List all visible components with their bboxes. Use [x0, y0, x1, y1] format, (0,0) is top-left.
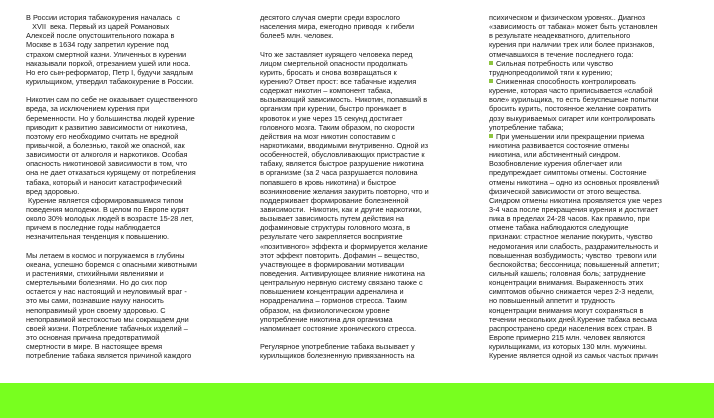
blank-line [260, 40, 492, 49]
text-line: употребление табака; [489, 122, 564, 132]
text-line: организм при курении, быстро проникает в [260, 104, 407, 114]
blank-line [26, 86, 258, 95]
text-line: сильный кашель; головная боль; затруднение [489, 268, 646, 278]
text-line: XVII века. Первый из царей Романовых [26, 22, 170, 32]
text-line: «позитивного» эффекта и формируется желание [260, 241, 428, 251]
blank-line [260, 333, 492, 342]
text-line: это основная причина предотвратимой [26, 332, 160, 342]
text-line: страхом смертной казни. Уличенных в курении [26, 49, 187, 59]
bullet-icon [489, 79, 493, 83]
text-line: воле» курильщика, то есть безуспешные попытки [489, 95, 659, 105]
text-line: распространено среди населения всех стран. В [489, 323, 653, 333]
bullet-icon [489, 61, 493, 65]
text-line: около 30% молодых людей в возрасте 15-28 лет, [26, 214, 194, 224]
text-line: табака, который и наносит катастрофический [26, 177, 182, 187]
text-line: опасность никотиновой зависимости в том, что [26, 159, 188, 169]
text-line: привычкой, а болезнью, такой же опасной, как [26, 140, 185, 150]
text-line: потребление табака является причиной каждого [26, 351, 192, 361]
text-line: симптомов обычно снижается через 2-3 недели, [489, 287, 654, 297]
text-line: причем в последние годы наблюдается [26, 223, 161, 233]
text-line: курильщиками, из которых 130 млн. мужчины. [489, 342, 647, 352]
text-column-2 [260, 13, 492, 360]
text-line: недомогания или слабость, раздражительность и [489, 241, 659, 251]
text-line: курение, которая часто приписывается «слабой [489, 86, 653, 96]
bullet-icon [489, 134, 493, 138]
text-line: 3-4 часа после прекращения курения и достигает [489, 204, 658, 214]
text-line: повышенная возбудимость; чувство тревоги или [489, 250, 657, 260]
text-line: приводит к развитию зависимости от никотина, [26, 122, 188, 132]
text-line: поведения. Активирующее влияние никотина на [260, 268, 425, 278]
text-line: течении нескольких дней.Курение табака весьма [489, 314, 657, 324]
text-line: Алексей после опустошительного пожара в [26, 31, 175, 41]
text-line: результате чего закрепляется восприятие [260, 232, 403, 242]
bullet-text: Сниженная способность контролировать [496, 76, 636, 86]
text-line: Курение является сформировавшимся типом [26, 195, 184, 205]
text-line: зависимости. Никотин, как и другие наркотики, [260, 204, 422, 214]
text-line: Никотин сам по себе не оказывает существенного [26, 95, 198, 105]
text-line: смертности в мире. В настоящее время [26, 342, 163, 352]
text-line: десятого случая смерти среди взрослого [260, 13, 401, 22]
text-line: отмене табака наблюдаются следующие [489, 223, 629, 233]
text-line: Что же заставляет курящего человека перед [260, 49, 413, 59]
text-line: Москве в 1634 году запретил курение под [26, 40, 169, 50]
text-line: поэтому его необходимо считать не вредной [26, 131, 179, 141]
text-line: но повышенный аппетит и трудность [489, 296, 615, 306]
text-line: этот эффект повторить. Дофамин – вещество, [260, 250, 419, 260]
text-line: употребление никотина для организма [260, 314, 393, 324]
text-line [489, 77, 711, 86]
text-line: Синдром отмены никотина проявляется уже через [489, 195, 662, 205]
text-line: возникновение желания закурить повторно, что и [260, 186, 429, 196]
text-line [489, 132, 711, 141]
text-line: норадреналина – гормонов стресса. Таким [260, 296, 407, 306]
text-line: концентрации внимания могут сохраняться в [489, 305, 644, 315]
text-line: Курение является одной из самых частых причин [489, 351, 658, 361]
text-line: вызывает зависимость путем действия на [260, 214, 405, 224]
text-line: поведения молодежи. В целом по Европе курят [26, 204, 189, 214]
text-line: головного мозга. Таким образом, по скорости [260, 122, 415, 132]
text-line: «зависимость от табака» может быть установлен [489, 22, 658, 32]
text-line: действия на мозг никотин сопоставим с [260, 131, 396, 141]
text-line: никотина развивается состояние отмены [489, 140, 630, 150]
text-line: поддерживает формирование болезненной [260, 195, 409, 205]
text-line: в результате неадекватного, длительного [489, 31, 631, 41]
text-line: Регулярное употребление табака вызывает у [260, 342, 415, 352]
text-line: вызывающий зависимость. Никотин, попавший в [260, 95, 428, 105]
text-line: В России история табакокурения началась с [26, 13, 181, 22]
text-line: своей жизни. Потребление табачных изделий – [26, 323, 188, 333]
text-line: вреда, за исключением курения при [26, 104, 150, 114]
text-line: содержат никотин – компонент табака, [260, 86, 393, 96]
text-line: непоправимый урон своему здоровью. С [26, 305, 166, 315]
text-line: предупреждает симптомы отмены. Состояние [489, 168, 647, 178]
text-line: непоправимой жестокостью мы сокращаем дни [26, 314, 189, 324]
text-line: табаку, является быстрое разрушение никотина [260, 159, 424, 169]
text-line: Мы летаем в космос и погружаемся в глубины [26, 250, 185, 260]
text-line: курильщиков болезненную привязанность на [260, 351, 415, 361]
text-line: в организме (за 2 часа разрушается половина [260, 168, 418, 178]
text-line: пика в пределах 24-28 часов. Как правило, при [489, 214, 650, 224]
text-line: попавшего в кровь никотина) и быстрое [260, 177, 397, 187]
text-line: труднопреодолимой тяги к курению; [489, 67, 613, 77]
text-line: и растениями, стихийными явлениями и [26, 268, 164, 278]
text-line: дофаминовые структуры головного мозга, в [260, 223, 411, 233]
bottom-green-bar [0, 383, 714, 418]
text-line: вред здоровью. [26, 186, 80, 196]
text-line: населения мира, ежегодно приводя к гибели [260, 22, 415, 32]
text-line: лицом смертельной опасности продолжать [260, 58, 408, 68]
text-line: она не дает отказаться курящему от потребления [26, 168, 196, 178]
text-line: смертельными болезнями. Но до сих пор [26, 278, 167, 288]
text-line: кровоток и уже через 15 секунд достигает [260, 113, 403, 123]
text-line: отмены никотина – одно из основных проявлений [489, 177, 660, 187]
text-line: курильщиком, утвердил табакокурение в России. [26, 76, 194, 86]
text-line: повышением концентрации адреналина и [260, 287, 404, 297]
text-line: никотина, или абстинентный синдром. [489, 150, 621, 160]
text-line: остается у нас настоящий и неуловимый враг - [26, 287, 187, 297]
text-line: курению? Ответ прост: все табачные изделия [260, 76, 417, 86]
bullet-text: При уменьшении или прекращении приема [496, 131, 645, 141]
text-line [489, 59, 711, 68]
text-column-3 [489, 13, 711, 360]
text-line: психическом и физическом уровнях.. Диагноз [489, 13, 646, 22]
text-line: незначительная тенденция к повышению. [26, 232, 169, 242]
text-line: Но его сын-реформатор, Петр I, будучи заядлым [26, 67, 193, 77]
bullet-text: Сильная потребность или чувство [496, 58, 614, 68]
text-line: беспокойства; бессонница; повышенный аппетит; [489, 259, 660, 269]
text-line: курения при наличии трех или более признаков, [489, 40, 655, 50]
blank-line [26, 242, 258, 251]
text-line: беременности. Но у большинства людей курение [26, 113, 195, 123]
text-line: бросить курить, постоянное желание сократить [489, 104, 652, 114]
text-column-1 [26, 13, 258, 360]
text-line: наказывали поркой, отрезанием ушей или носа. [26, 58, 191, 68]
text-line: концентрации внимания. Выраженность этих [489, 278, 644, 288]
text-line: образом, на физиологическом уровне [260, 305, 390, 315]
text-line: зависимости от алкоголя и наркотиков. Особая [26, 150, 188, 160]
text-line: океана, успешно боремся с опасными животными [26, 259, 198, 269]
text-line: признаки: страстное желание покурить, чувство [489, 232, 653, 242]
text-line: отмечавшихся в течение последнего года: [489, 49, 634, 59]
text-line: Европе примерно 215 млн. человек являются [489, 332, 645, 342]
text-line: дозу выкуриваемых сигарет или контролировать [489, 113, 656, 123]
text-line: курить, бросать и снова возвращаться к [260, 67, 397, 77]
text-line: более5 млн. человек. [260, 31, 334, 41]
text-line: это мы сами, познавшие науку наносить [26, 296, 164, 306]
text-line: наркотиками, вводимыми внутривенно. Одной из [260, 140, 429, 150]
text-line: участвующее в формировании мотивации [260, 259, 405, 269]
text-line: физической зависимости от этого вещества. [489, 186, 642, 196]
text-line: особенностей, обусловливающих пристрастие к [260, 150, 425, 160]
text-line: Возобновление курения облегчает или [489, 159, 622, 169]
text-line: напоминает состояние хронического стресса. [260, 323, 417, 333]
text-line: центральную нервную систему связано также с [260, 278, 423, 288]
